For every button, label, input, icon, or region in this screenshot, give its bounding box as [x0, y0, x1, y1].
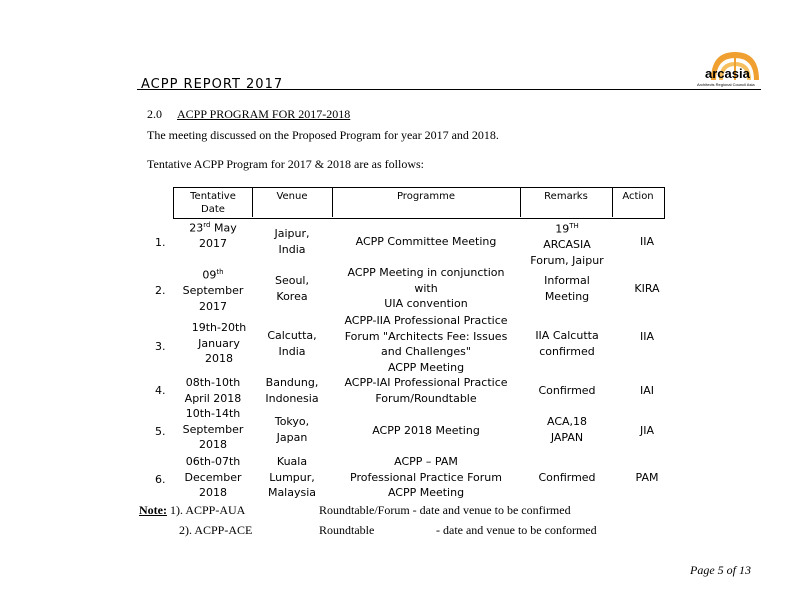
row-action: IAI [639, 384, 654, 397]
arcasia-logo [697, 46, 767, 92]
row-date [175, 265, 251, 314]
programme-line: Professional Practice Forum [350, 470, 502, 484]
venue-line: Seoul, [274, 274, 309, 287]
date-line: December [184, 470, 242, 484]
row-venue [252, 273, 332, 304]
note-item-2-detail: - date and venue to be conformed [436, 523, 597, 537]
header-remarks: Remarks [544, 191, 588, 202]
row-date [175, 406, 251, 453]
row-programme [332, 265, 520, 312]
date-line: September [182, 422, 244, 436]
date-line: 06th-07th [185, 455, 241, 468]
venue-line: Tokyo, [274, 415, 310, 428]
section-number: 2.0 [147, 107, 162, 121]
logo-subtext: Architects Regional Council Asia [697, 82, 755, 87]
programme-line: Forum/Roundtable [375, 391, 477, 405]
programme-line: and Challenges" [381, 345, 471, 358]
row-venue [252, 454, 332, 501]
venue-line: Malaysia [267, 486, 317, 499]
table-header-divider [612, 187, 613, 217]
date-suffix: th [216, 268, 224, 276]
venue-line: Kuala [276, 455, 308, 468]
paragraph-intro: The meeting discussed on the Proposed Program for year 2017 and 2018. [147, 128, 499, 142]
row-programme [332, 454, 520, 501]
programme-line: ACPP Meeting [387, 360, 465, 374]
remarks-line: JAPAN [550, 430, 584, 444]
venue-line: Lumpur, [269, 470, 315, 484]
programme-line: UIA convention [384, 297, 468, 310]
date-line: 08th-10th [185, 376, 241, 389]
note-item-1-detail: Roundtable/Forum - date and venue to be confirmed [319, 503, 571, 517]
remarks-line: Informal [544, 274, 590, 287]
programme-line: with [414, 281, 438, 295]
row-remarks [520, 219, 614, 268]
row-number: 5. [155, 425, 166, 438]
row-programme [332, 375, 520, 406]
row-action: KIRA [634, 282, 660, 295]
venue-line: Japan [276, 430, 308, 444]
venue-line: Korea [276, 289, 308, 303]
header-programme: Programme [396, 191, 456, 202]
remarks-line: ARCASIA [543, 238, 591, 252]
date-line: January [198, 336, 240, 350]
row-remarks [520, 328, 614, 359]
header-venue: Venue [276, 191, 308, 202]
date-line: 10th-14th [185, 407, 241, 420]
row-venue [252, 226, 332, 257]
date-line: April 2018 [184, 391, 242, 405]
remarks-line: IIA Calcutta [535, 329, 599, 342]
row-action: IIA [639, 330, 654, 343]
row-date [175, 454, 251, 501]
header-date [178, 190, 248, 216]
programme-line: ACPP-IAI Professional Practice [344, 376, 508, 389]
row-date [175, 375, 251, 406]
section-title: ACPP PROGRAM FOR 2017-2018 [177, 107, 351, 121]
venue-line: Bandung, [265, 376, 319, 389]
date-line: 2018 [199, 486, 227, 499]
row-venue [252, 328, 332, 359]
row-remarks [520, 273, 614, 304]
header-action: Action [622, 191, 654, 202]
date-line: 2018 [199, 438, 227, 451]
note-line-1 [139, 503, 245, 518]
table-header-divider [332, 187, 333, 217]
remarks-line: Meeting [544, 289, 590, 303]
date-day: 09 [202, 268, 217, 282]
page-number: Page 5 of 13 [690, 563, 751, 577]
date-suffix: rd [203, 221, 211, 229]
note-item-2: 2). ACPP-ACE [179, 523, 253, 537]
row-number: 1. [155, 236, 166, 249]
header-date-label: Tentative Date [190, 191, 236, 215]
venue-line: India [278, 344, 306, 358]
row-programme: ACPP Committee Meeting [355, 235, 497, 248]
row-number: 2. [155, 284, 166, 297]
paragraph-program-intro: Tentative ACPP Program for 2017 & 2018 are as follows: [147, 157, 425, 171]
remarks-suffix: TH [569, 222, 579, 230]
venue-line: India [278, 242, 306, 256]
row-number: 4. [155, 384, 166, 397]
venue-line: Calcutta, [267, 329, 317, 342]
row-venue [252, 375, 332, 406]
header-rule [137, 89, 761, 90]
row-number: 3. [155, 340, 166, 353]
date-month: May [213, 221, 237, 235]
date-line: 19th-20th [191, 321, 247, 334]
programme-line: ACPP-IIA Professional Practice [344, 314, 508, 327]
row-programme [332, 313, 520, 375]
date-year: 2017 [199, 237, 227, 251]
row-venue [252, 414, 332, 445]
row-date [175, 218, 251, 252]
table-header-divider [520, 187, 521, 217]
venue-line: Indonesia [265, 391, 319, 405]
remarks-line: confirmed [539, 344, 595, 358]
report-title: ACPP REPORT 2017 [141, 77, 284, 92]
note-item-1: 1). ACPP-AUA [169, 503, 246, 517]
row-remarks [520, 414, 614, 445]
programme-line: ACPP – PAM [394, 455, 458, 468]
programme-line: ACPP Meeting [387, 486, 465, 499]
note-label: Note: [139, 503, 167, 517]
remarks-ordinal: 19 [555, 222, 570, 236]
row-date [175, 320, 263, 367]
row-number: 6. [155, 473, 166, 486]
remarks-line: ACA,18 [546, 415, 588, 428]
remarks-line: Forum, Jaipur [530, 253, 604, 267]
table-header-divider [252, 187, 253, 217]
venue-line: Jaipur, [274, 227, 310, 240]
date-month: September [182, 284, 244, 298]
row-remarks: Confirmed [538, 471, 596, 484]
date-line: 2018 [205, 352, 233, 365]
row-programme: ACPP 2018 Meeting [372, 424, 480, 437]
logo-text: arcasia [705, 66, 750, 81]
programme-line: Forum "Architects Fee: Issues [344, 329, 508, 343]
programme-line: ACPP Meeting in conjunction [347, 266, 505, 279]
row-action: IIA [639, 235, 654, 248]
date-day: 23 [189, 221, 204, 235]
row-action: JIA [639, 424, 654, 437]
note-item-2-type: Roundtable [319, 523, 375, 537]
date-year: 2017 [199, 299, 227, 313]
row-action: PAM [635, 471, 659, 484]
row-remarks: Confirmed [538, 384, 596, 397]
